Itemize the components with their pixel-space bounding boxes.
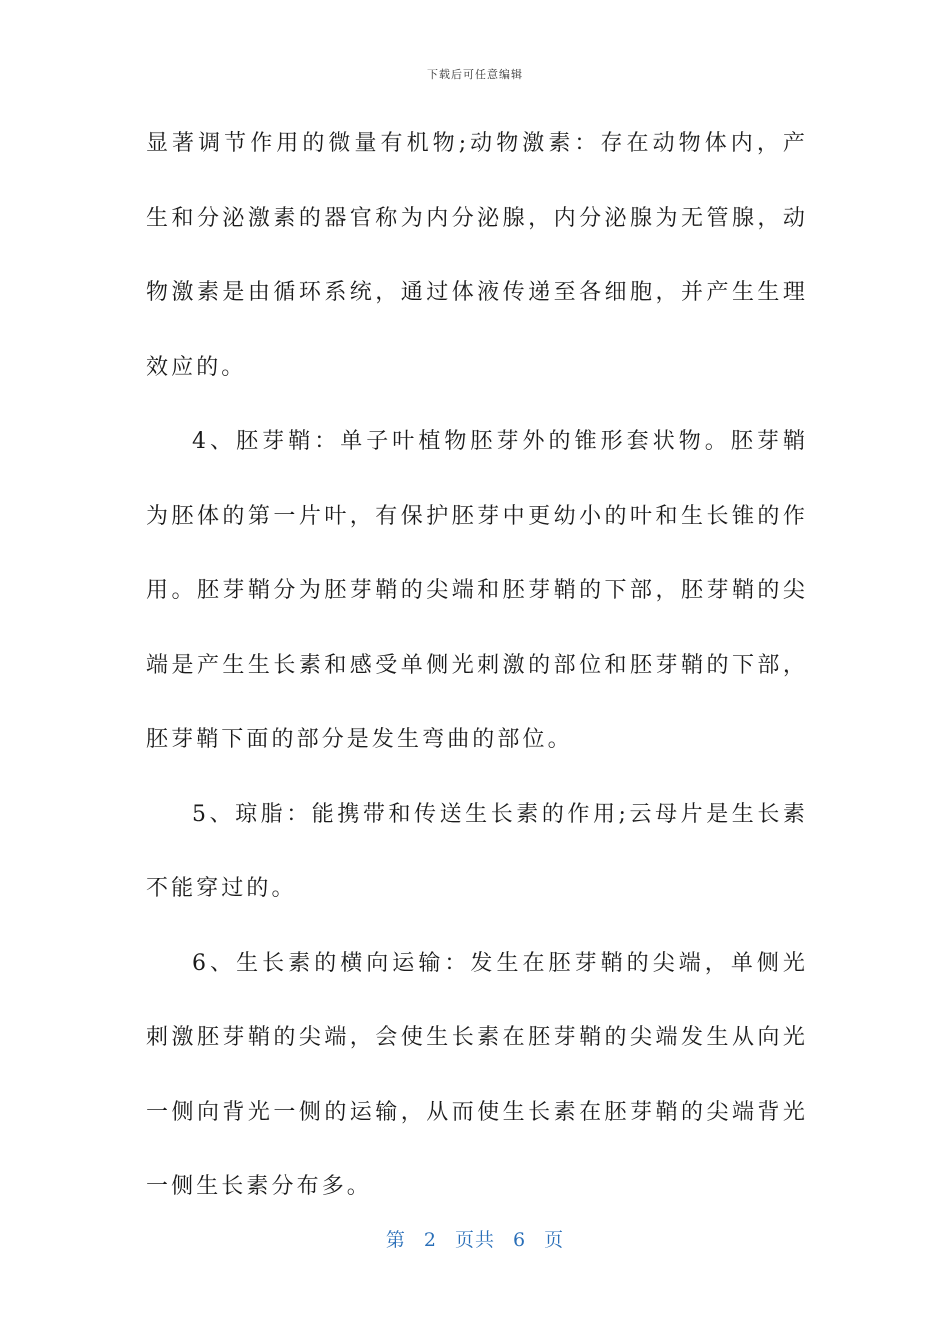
footer-page-prefix: 第 bbox=[385, 1229, 406, 1251]
page-number-footer bbox=[0, 1225, 950, 1252]
paragraph-1: 显著调节作用的微量有机物;动物激素：存在动物体内，产生和分泌激素的器官称为内分泌腺，内分泌腺为无管腺，动物激素是由循环系统，通过体液传递至各细胞，并产生生理效应的。 bbox=[146, 131, 808, 380]
footer-current-page: 2 bbox=[423, 1229, 437, 1251]
paragraph-3: 5、琼脂：能携带和传送生长素的作用;云母片是生长素不能穿过的。 bbox=[146, 801, 808, 901]
footer-page-mid: 页共 bbox=[454, 1229, 495, 1251]
page-header-note: 下载后可任意编辑 bbox=[427, 68, 523, 81]
paragraph-4: 6、生长素的横向运输：发生在胚芽鞘的尖端，单侧光刺激胚芽鞘的尖端，会使生长素在胚芽鞘的尖端发生从向光一侧向背光一侧的运输，从而使生长素在胚芽鞘的尖端背光一侧生长素分布多。 bbox=[146, 950, 808, 1199]
document-body bbox=[146, 107, 808, 1225]
paragraph-2: 4、胚芽鞘：单子叶植物胚芽外的锥形套状物。胚芽鞘为胚体的第一片叶，有保护胚芽中更幼小的叶和生长锥的作用。胚芽鞘分为胚芽鞘的尖端和胚芽鞘的下部，胚芽鞘的尖端是产生生长素和感受单侧光刺激的部位和胚芽鞘的下部，胚芽鞘下面的部分是发生弯曲的部位。 bbox=[146, 429, 808, 752]
footer-total-pages: 6 bbox=[513, 1229, 527, 1251]
footer-page-suffix: 页 bbox=[544, 1229, 565, 1251]
